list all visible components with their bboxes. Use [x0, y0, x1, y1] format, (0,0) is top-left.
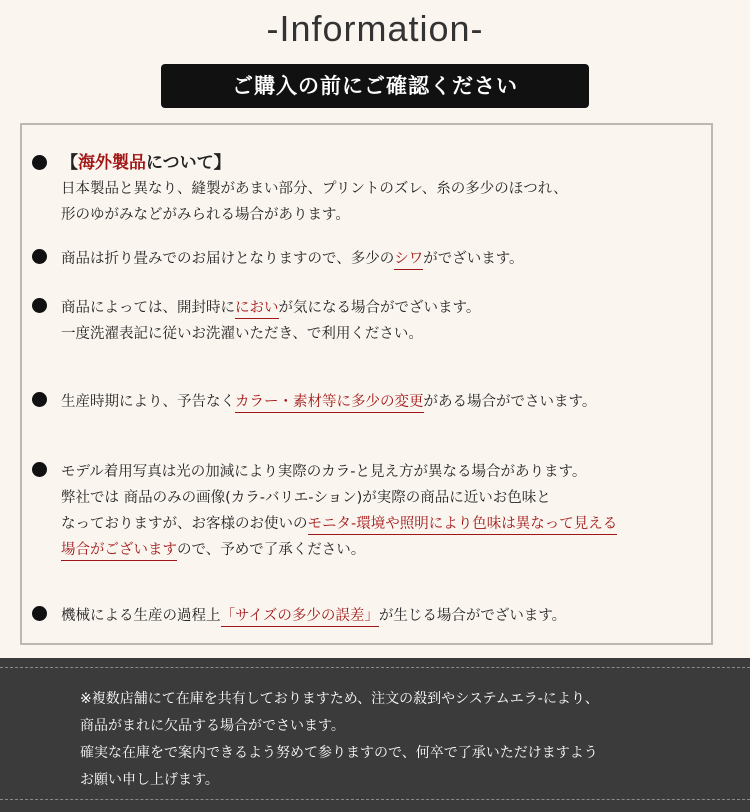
- highlight-text: モニタ-環境や照明により色味は異なって見える: [308, 516, 618, 535]
- text: 商品によっては、開封時に: [61, 300, 235, 316]
- item-text: [61, 295, 741, 321]
- footer-line: ※複数店舗にて在庫を共有しておりますため、注文の殺到やシステムエラ-により、: [80, 691, 599, 707]
- item-text: [61, 511, 741, 537]
- bullet-icon: [32, 298, 47, 313]
- item-photo-color: [40, 459, 720, 563]
- notice-banner: ご購入の前にご確認ください: [161, 64, 589, 108]
- bullet-icon: [32, 462, 47, 477]
- bullet-icon: [32, 392, 47, 407]
- bullet-icon: [32, 155, 47, 170]
- item-text: 形のゆがみなどがみられる場合があります。: [61, 207, 350, 223]
- text: 生産時期により、予告なく: [61, 394, 235, 410]
- item-text: [61, 537, 741, 563]
- footer-line: 商品がまれに欠品する場合がでさいます。: [80, 718, 345, 734]
- item-text: [61, 389, 741, 415]
- footer-text: [80, 686, 599, 794]
- highlight-text: カラー・素材等に多少の変更: [235, 394, 424, 413]
- bullet-icon: [32, 606, 47, 621]
- footer-divider-bottom: [0, 799, 750, 800]
- item-size-tolerance: [40, 603, 720, 629]
- heading-rest: について】: [146, 153, 231, 173]
- page-title: -Information-: [266, 8, 484, 49]
- item-odor: [40, 295, 720, 347]
- text: が気になる場合がでざいます。: [278, 300, 481, 316]
- text: が生じる場合がでざいます。: [378, 608, 567, 624]
- item-text: 日本製品と異なり、縫製があまい部分、プリントのズレ、糸の多少のほつれ、: [61, 181, 568, 197]
- highlight-text: におい: [235, 300, 279, 319]
- text: 商品は折り畳みでのお届けとなりますので、多少の: [61, 251, 395, 267]
- item-text: 一度洗濯表記に従いお洗濯いただき、で利用ください。: [61, 326, 423, 342]
- item-text: [61, 246, 741, 272]
- text: がある場合がでさいます。: [423, 394, 597, 410]
- text: ので、予めで了承ください。: [177, 542, 366, 558]
- item-text: [61, 603, 741, 629]
- item-text: 弊社では 商品のみの画像(カラ-バリエ-ション)が実際の商品に近いお色味と: [61, 490, 551, 506]
- footer-line: お願い申し上げます。: [80, 772, 219, 788]
- highlight-text: 場合がございます: [61, 542, 177, 561]
- text: がでざいます。: [423, 251, 524, 267]
- item-spec-change: [40, 389, 720, 415]
- text: 機械による生産の過程上: [61, 608, 221, 624]
- footer-divider-top: [0, 667, 750, 668]
- bullet-icon: [32, 249, 47, 264]
- stock-notice-footer: [0, 658, 750, 812]
- footer-line: 確実な在庫をで案内できるよう努めて参りますので、何卒で了承いただけますよう: [80, 745, 598, 761]
- item-text: モデル着用写真は光の加減により実際のカラ-と見え方が異なる場合があります。: [61, 464, 587, 480]
- highlight-text: シワ: [394, 251, 423, 270]
- highlight-text: 「サイズの多少の誤差」: [221, 608, 379, 627]
- heading-highlight: 海外製品: [78, 153, 146, 173]
- item-wrinkles: [40, 246, 720, 272]
- item-heading: [61, 150, 741, 176]
- text: なっておりますが、お客様のお使いの: [61, 516, 308, 532]
- item-overseas-products: [40, 150, 720, 228]
- heading-bracket: 【: [61, 153, 78, 173]
